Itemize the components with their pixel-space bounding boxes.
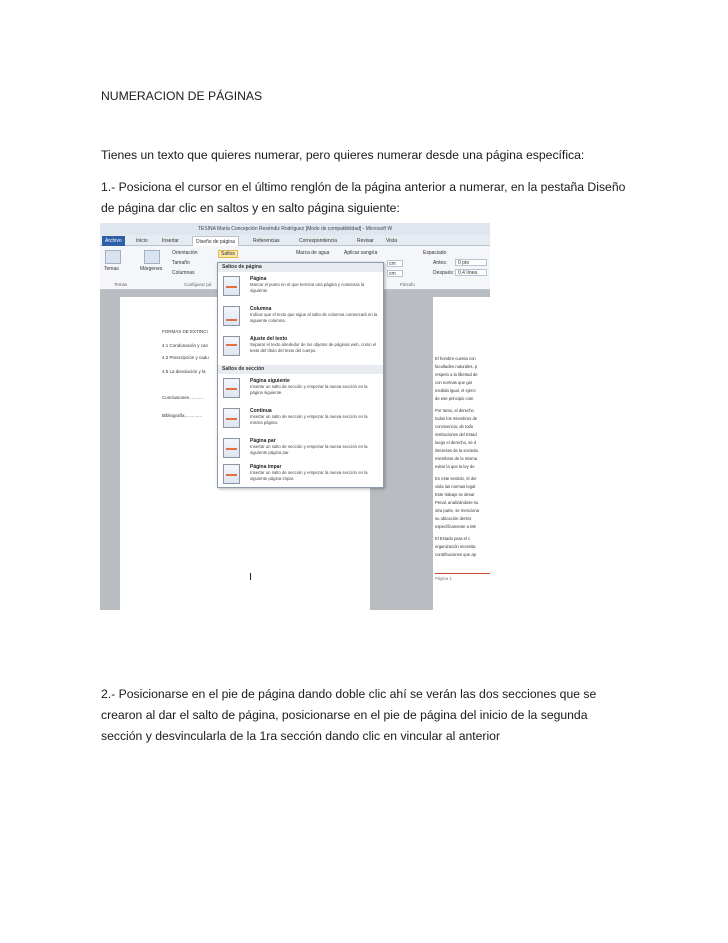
margenes-button[interactable]: Márgenes — [140, 266, 163, 272]
body-line: con normas que gar — [435, 380, 473, 385]
menu-item-pagina-impar[interactable] — [218, 461, 383, 491]
body-line: su ubicación dentro — [435, 516, 472, 521]
intro-paragraph: Tienes un texto que quieres numerar, pero quieres numerar desde una página específica: — [101, 148, 585, 162]
menu-item-description: Insertar un salto de sección y empezar la nueva sección en la siguiente página par. — [250, 444, 368, 455]
body-line: contribuciones que ap — [435, 552, 476, 557]
body-line: todos los miembros de — [435, 416, 478, 421]
despues-label: Después: — [433, 270, 455, 276]
menu-item-description: Indicar que el texto que sigue al salto de columna comenzará en la siguiente columna. — [250, 312, 378, 323]
body-line: viola las normas legal — [435, 484, 476, 489]
saltos-dropdown-menu — [217, 262, 384, 488]
footer-rule — [435, 573, 490, 574]
unit-cm-1: cm — [389, 261, 396, 267]
menu-item-description: Insertar un salto de sección y empezar la nueva sección en la página siguiente. — [250, 384, 368, 395]
toc-line: 4.1 Condonación y can — [162, 343, 209, 348]
toc-line: 4.5 La devolución y la — [162, 369, 206, 374]
tab-revisar[interactable]: Revisar — [357, 238, 374, 244]
menu-item-description: Separar el texto alrededor de los objetos de páginas web, como el texto del título del texto del cuerpo. — [250, 342, 377, 353]
body-line: convivencia; de todo — [435, 424, 474, 429]
body-line: El hombre cuenta con — [435, 356, 476, 361]
group-temas-label: Temas — [114, 282, 128, 287]
toc-line: 4.2 Prescripción y cadu — [162, 355, 209, 360]
menu-item-title: Columna — [250, 306, 272, 312]
tab-referencias[interactable]: Referencias — [253, 238, 280, 244]
body-line: Por tanto, el derecho — [435, 408, 474, 413]
menu-item-title: Continua — [250, 408, 272, 414]
body-line: En este sentido, el der — [435, 476, 477, 481]
tab-insertar[interactable]: Insertar — [162, 238, 179, 244]
toc-line: Conclusiones............ — [162, 395, 205, 400]
body-line: Este trabajo se desar — [435, 492, 475, 497]
body-line: organización necesita — [435, 544, 476, 549]
tab-vista[interactable]: Vista — [386, 238, 398, 244]
page-number: Página 1 — [435, 576, 452, 581]
body-line: intereses de la socieda — [435, 448, 478, 453]
menu-item-title: Página par — [250, 438, 276, 444]
menu-item-description: Marcar el punto en el que termina una página y comienza la siguiente. — [250, 282, 365, 293]
page-break-icon — [223, 276, 240, 296]
tab-inicio[interactable]: Inicio — [136, 238, 148, 244]
body-line: respeto a la libertad de — [435, 372, 478, 377]
menu-item-title: Página siguiente — [250, 378, 290, 384]
ribbon-tabs — [100, 235, 490, 246]
menu-item-description: Insertar un salto de sección y empezar la nueva sección en la siguiente página impar. — [250, 470, 368, 481]
body-line: medida igual, el ejerci — [435, 388, 476, 393]
document-title: NUMERACION DE PÁGINAS — [101, 89, 263, 103]
margins-icon[interactable] — [144, 250, 160, 264]
text-cursor — [250, 573, 251, 580]
step-2-paragraph: 2.- Posicionarse en el pie de página dando doble clic ahí se verán las dos secciones que se crearon al dar el salto de página, posicionarse en el pie de página del inicio de la segunda sección y desvincularla de la 1ra sección dando clic en vincular al anterior — [101, 687, 597, 743]
odd-page-icon — [223, 464, 240, 484]
menu-item-ajuste-texto[interactable] — [218, 333, 383, 363]
despues-value: 0,4 línea — [458, 270, 478, 276]
orientacion-button[interactable]: Orientación — [172, 250, 198, 256]
saltos-button[interactable]: Saltos — [218, 250, 238, 258]
themes-icon[interactable] — [105, 250, 121, 264]
tab-archivo[interactable]: Archivo — [102, 236, 125, 246]
temas-button[interactable]: Temas — [104, 266, 119, 272]
section-header-page-breaks: Saltos de página — [218, 263, 383, 272]
group-configurar-label: Configurar pá — [184, 282, 212, 287]
body-line: El Estado para el c — [435, 536, 471, 541]
menu-item-continua[interactable] — [218, 405, 383, 435]
columnas-button[interactable]: Columnas — [172, 270, 195, 276]
tamano-button[interactable]: Tamaño — [172, 260, 190, 266]
body-line: otra parte, se menciona — [435, 508, 479, 513]
document-page-right[interactable] — [433, 297, 490, 610]
menu-item-pagina[interactable] — [218, 273, 383, 303]
body-line: de ese principio com — [435, 396, 474, 401]
toc-line: Bibliografía.............. — [162, 413, 203, 418]
aplicar-sangria-label: Aplicar sangría — [344, 250, 378, 256]
body-line: Penal, analizándose su — [435, 500, 479, 505]
body-line: luego el derecho, se d — [435, 440, 477, 445]
menu-item-columna[interactable] — [218, 303, 383, 333]
word-screenshot — [100, 223, 490, 610]
body-line: facultades naturales, p — [435, 364, 478, 369]
menu-item-pagina-siguiente[interactable] — [218, 375, 383, 405]
section-header-section-breaks: Saltos de sección — [218, 365, 383, 374]
espaciado-label: Espaciado — [423, 250, 447, 256]
unit-cm-2: cm — [389, 271, 396, 277]
antes-value: 0 pto — [458, 260, 470, 266]
tab-correspondencia[interactable]: Correspondencia — [299, 238, 338, 244]
toc-line: FORMAS DE EXTINCI — [162, 329, 208, 334]
menu-item-title: Página — [250, 276, 267, 282]
text-wrapping-icon — [223, 336, 240, 356]
continuous-icon — [223, 408, 240, 428]
tab-diseno-pagina[interactable]: Diseño de página — [192, 236, 239, 246]
body-line: específicamente a Mé — [435, 524, 476, 529]
marca-agua-button[interactable]: Marca de agua — [296, 250, 330, 256]
menu-item-title: Página impar — [250, 464, 282, 470]
menu-item-title: Ajuste del texto — [250, 336, 288, 342]
column-break-icon — [223, 306, 240, 326]
next-page-icon — [223, 378, 240, 398]
step-1-paragraph: 1.- Posiciona el cursor en el último renglón de la página anterior a numerar, en la pestaña Diseño de página dar clic en saltos y en salto página siguiente: — [101, 180, 626, 215]
menu-item-description: Insertar un salto de sección y empezar la nueva sección en la misma página. — [250, 414, 368, 425]
antes-label: Antes: — [433, 260, 448, 266]
body-line: evitar la que la ley de — [435, 464, 475, 469]
window-title: TESINA María Concepción Reséndiz Rodríguez [Modo de compatibilidad] - Microsoft W — [100, 223, 490, 235]
even-page-icon — [223, 438, 240, 458]
group-parrafo-label: Párrafo — [400, 282, 415, 287]
body-line: instituciones del Estad — [435, 432, 477, 437]
body-line: miembros de la misma — [435, 456, 478, 461]
